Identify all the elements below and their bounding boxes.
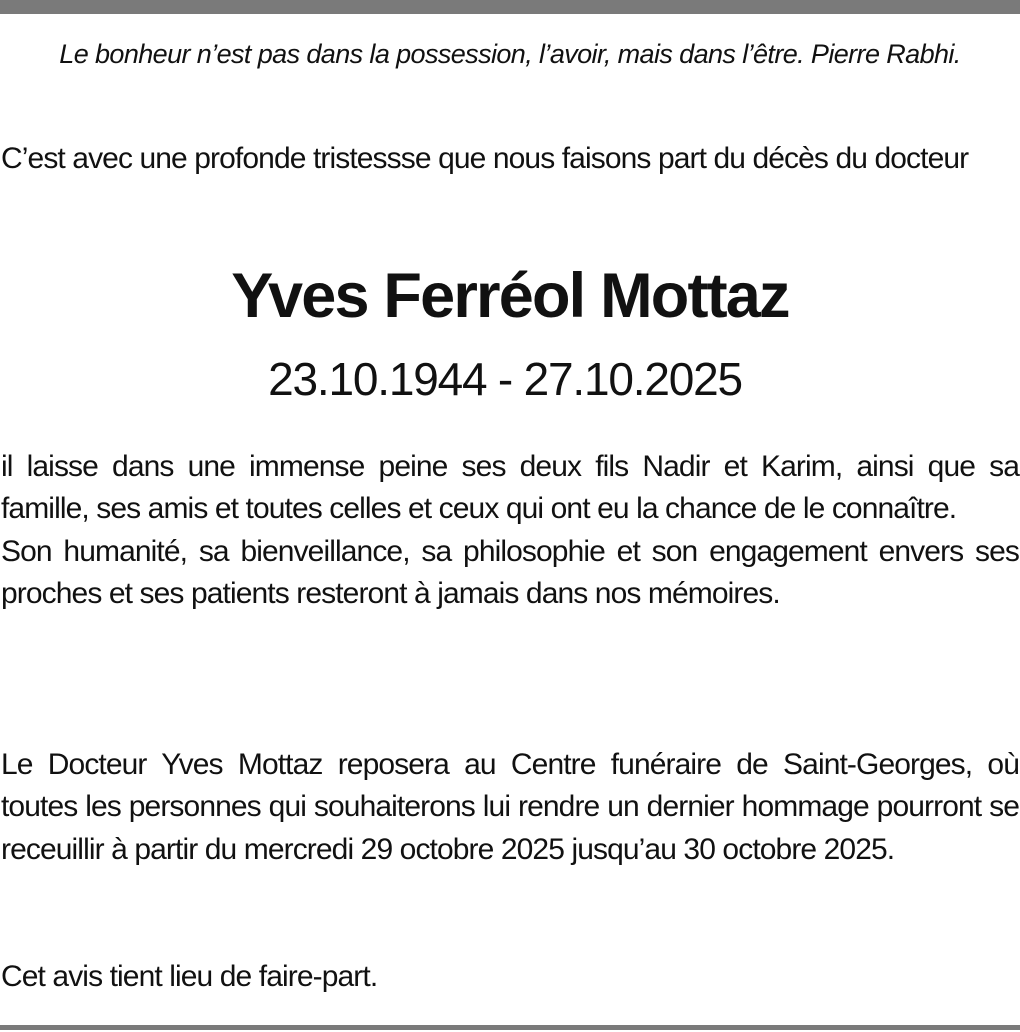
closing-paragraph: Cet avis tient lieu de faire-part. — [1, 960, 378, 993]
family-and-tribute-block — [1, 446, 1019, 616]
top-border-rule — [0, 0, 1020, 14]
family-paragraph: il laisse dans une immense peine ses deux fils Nadir et Karim, ainsi que sa famille, ses amis et toutes celles et ceux qui ont eu la chance de le connaître. — [1, 450, 1019, 526]
closing-block — [1, 956, 1019, 998]
visitation-block — [1, 744, 1019, 871]
bottom-border-rule — [0, 1025, 1020, 1030]
life-dates: 23.10.1944 - 27.10.2025 — [268, 353, 742, 405]
deceased-name: Yves Ferréol Mottaz — [231, 261, 789, 331]
intro-sentence: C’est avec une profonde tristessse que nous faisons part du décès du docteur — [1, 142, 969, 175]
tribute-paragraph: Son humanité, sa bienveillance, sa philosophie et son engagement envers ses proches et ses patients resteront à jamais dans nos mémoires. — [1, 534, 1019, 611]
visitation-paragraph: Le Docteur Yves Mottaz reposera au Centre funéraire de Saint-Georges, où toutes les personnes qui souhaiterons lui rendre un dernier hommage pourront se receuillir à partir du mercredi 29 octobre 2025 jusqu’au 30 octobre 2025. — [1, 748, 1019, 866]
epigraph-quote: Le bonheur n’est pas dans la possession, l’avoir, mais dans l’être. Pierre Rabhi. — [59, 39, 961, 69]
